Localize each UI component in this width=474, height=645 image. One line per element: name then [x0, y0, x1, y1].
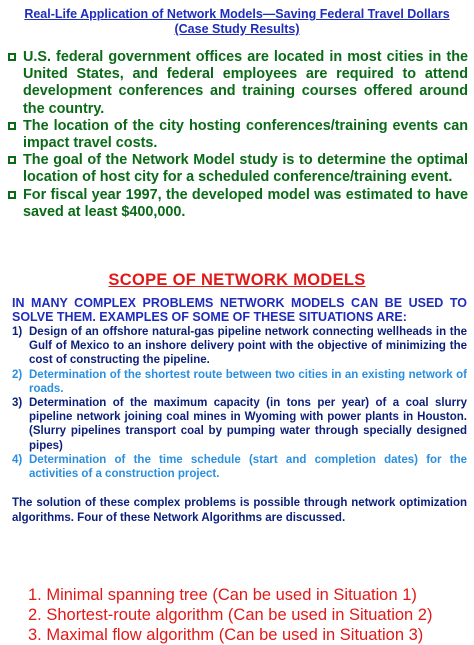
- checkbox-bullet-icon: [8, 53, 16, 61]
- situation-text: Determination of the time schedule (start and completion dates) for the activities of a construction project.: [29, 453, 467, 481]
- situation-number: 4): [12, 453, 23, 466]
- checkbox-bullet-icon: [8, 156, 16, 164]
- situation-item: [12, 453, 467, 481]
- scope-heading: SCOPE OF NETWORK MODELS: [108, 271, 366, 289]
- bullet-text: The goal of the Network Model study is to determine the optimal location of host city for a scheduled conference/training event.: [23, 152, 468, 186]
- scope-intro: IN MANY COMPLEX PROBLEMS NETWORK MODELS CAN BE USED TO SOLVE THEM. EXAMPLES OF SOME OF THESE SITUATIONS ARE:: [12, 296, 467, 325]
- algorithm-item: 3. Maximal flow algorithm (Can be used in Situation 3): [28, 626, 424, 644]
- checkbox-bullet-icon: [8, 191, 16, 199]
- bullet-item: [8, 152, 468, 186]
- situation-text: Determination of the shortest route between two cities in an existing network of roads.: [29, 368, 467, 395]
- algorithm-list: [28, 585, 468, 645]
- conclusion-paragraph: The solution of these complex problems is possible through network optimization algorithms. Four of these Network Algorithms are discussed.: [12, 497, 467, 524]
- situation-text: Determination of the maximum capacity (in tons per year) of a coal slurry pipeline network joining coal mines in Wyoming with power plants in Houston. (Slurry pipelines transport coal by pumping water through specially designed pipes): [29, 397, 467, 452]
- situation-item: [12, 396, 467, 453]
- situation-list: [12, 325, 467, 481]
- situation-text: Design of an offshore natural-gas pipeline network connecting wellheads in the Gulf of Mexico to an inshore delivery point with the objective of minimizing the cost of constructing the pipeline.: [29, 326, 467, 367]
- bullet-text: For fiscal year 1997, the developed model was estimated to have saved at least $400,000.: [23, 186, 468, 220]
- bullet-item: [8, 187, 468, 221]
- algorithm-item: 2. Shortest-route algorithm (Can be used in Situation 2): [28, 606, 433, 624]
- bullet-item: [8, 118, 468, 152]
- situation-number: 1): [12, 326, 23, 338]
- case-study-bullets: [8, 49, 468, 221]
- slide-title: Real-Life Application of Network Models—Saving Federal Travel Dollars: [24, 7, 450, 21]
- situation-item: [12, 368, 467, 396]
- algorithm-item: 1. Minimal spanning tree (Can be used in Situation 1): [28, 586, 417, 604]
- bullet-item: [8, 49, 468, 118]
- bullet-text: The location of the city hosting conferences/training events can impact travel costs.: [23, 117, 468, 152]
- slide-subtitle: (Case Study Results): [174, 22, 300, 36]
- situation-item: [12, 325, 467, 368]
- situation-number: 3): [12, 397, 23, 410]
- situation-number: 2): [12, 368, 23, 381]
- checkbox-bullet-icon: [8, 122, 16, 130]
- bullet-text: U.S. federal government offices are located in most cities in the United States, and federal employees are required to attend development conferences and training courses offered around the country.: [23, 49, 468, 117]
